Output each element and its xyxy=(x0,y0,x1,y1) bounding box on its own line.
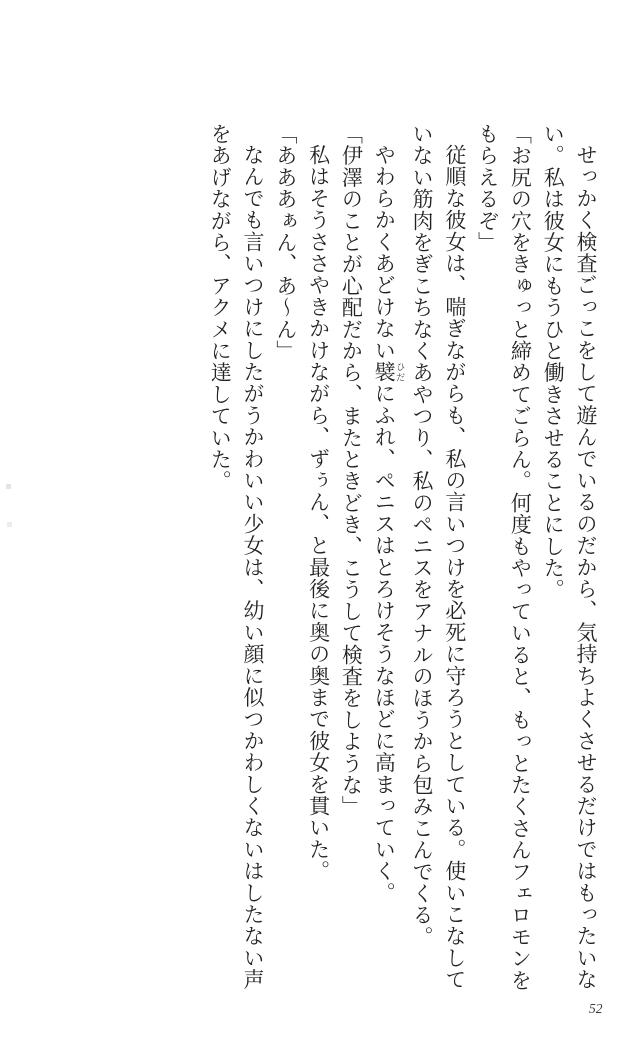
paragraph: 私はそうささやきかけながら、ずぅん、と最後に奥の奥まで彼女を貫いた。 xyxy=(306,144,331,882)
paragraph: 従順な彼女は、喘ぎながらも、私の言いつけを必死に守ろうとしている。使いこなしていない筋肉をぎこちなくあやつり、私のペニスをアナルのほうから包みこんでくる。 xyxy=(410,123,467,991)
paragraph: やわらかくあどけない襞 ひだにふれ、ペニスはとろけそうなほどに高まっていく。 xyxy=(372,144,406,904)
paragraph: 「伊澤のことが心配だから、またときどき、こうして検査をしような」 xyxy=(339,123,364,818)
paragraph: せっかく検査ごっこをして遊んでいるのだから、気持ちよくさせるだけではもったいない。私は彼女にもうひと働きさせることにした。 xyxy=(541,123,598,991)
page-number: 52 xyxy=(589,1001,603,1016)
paragraph: 「お尻の穴をきゅっと締めてごらん。何度もやっていると、もっとたくさんフェロモンをもらえるぞ」 xyxy=(475,123,533,991)
ruby-annotated-word: 襞 ひだ xyxy=(372,361,406,383)
paragraph: なんでも言いつけにしたがうかわいい少女は、幼い顔に似つかわしくないはしたない声をあげながら、アクメに達していた。 xyxy=(208,123,266,991)
paragraph: 「あああぁん、あ〜ん」 xyxy=(273,123,298,362)
text-block xyxy=(203,123,602,993)
